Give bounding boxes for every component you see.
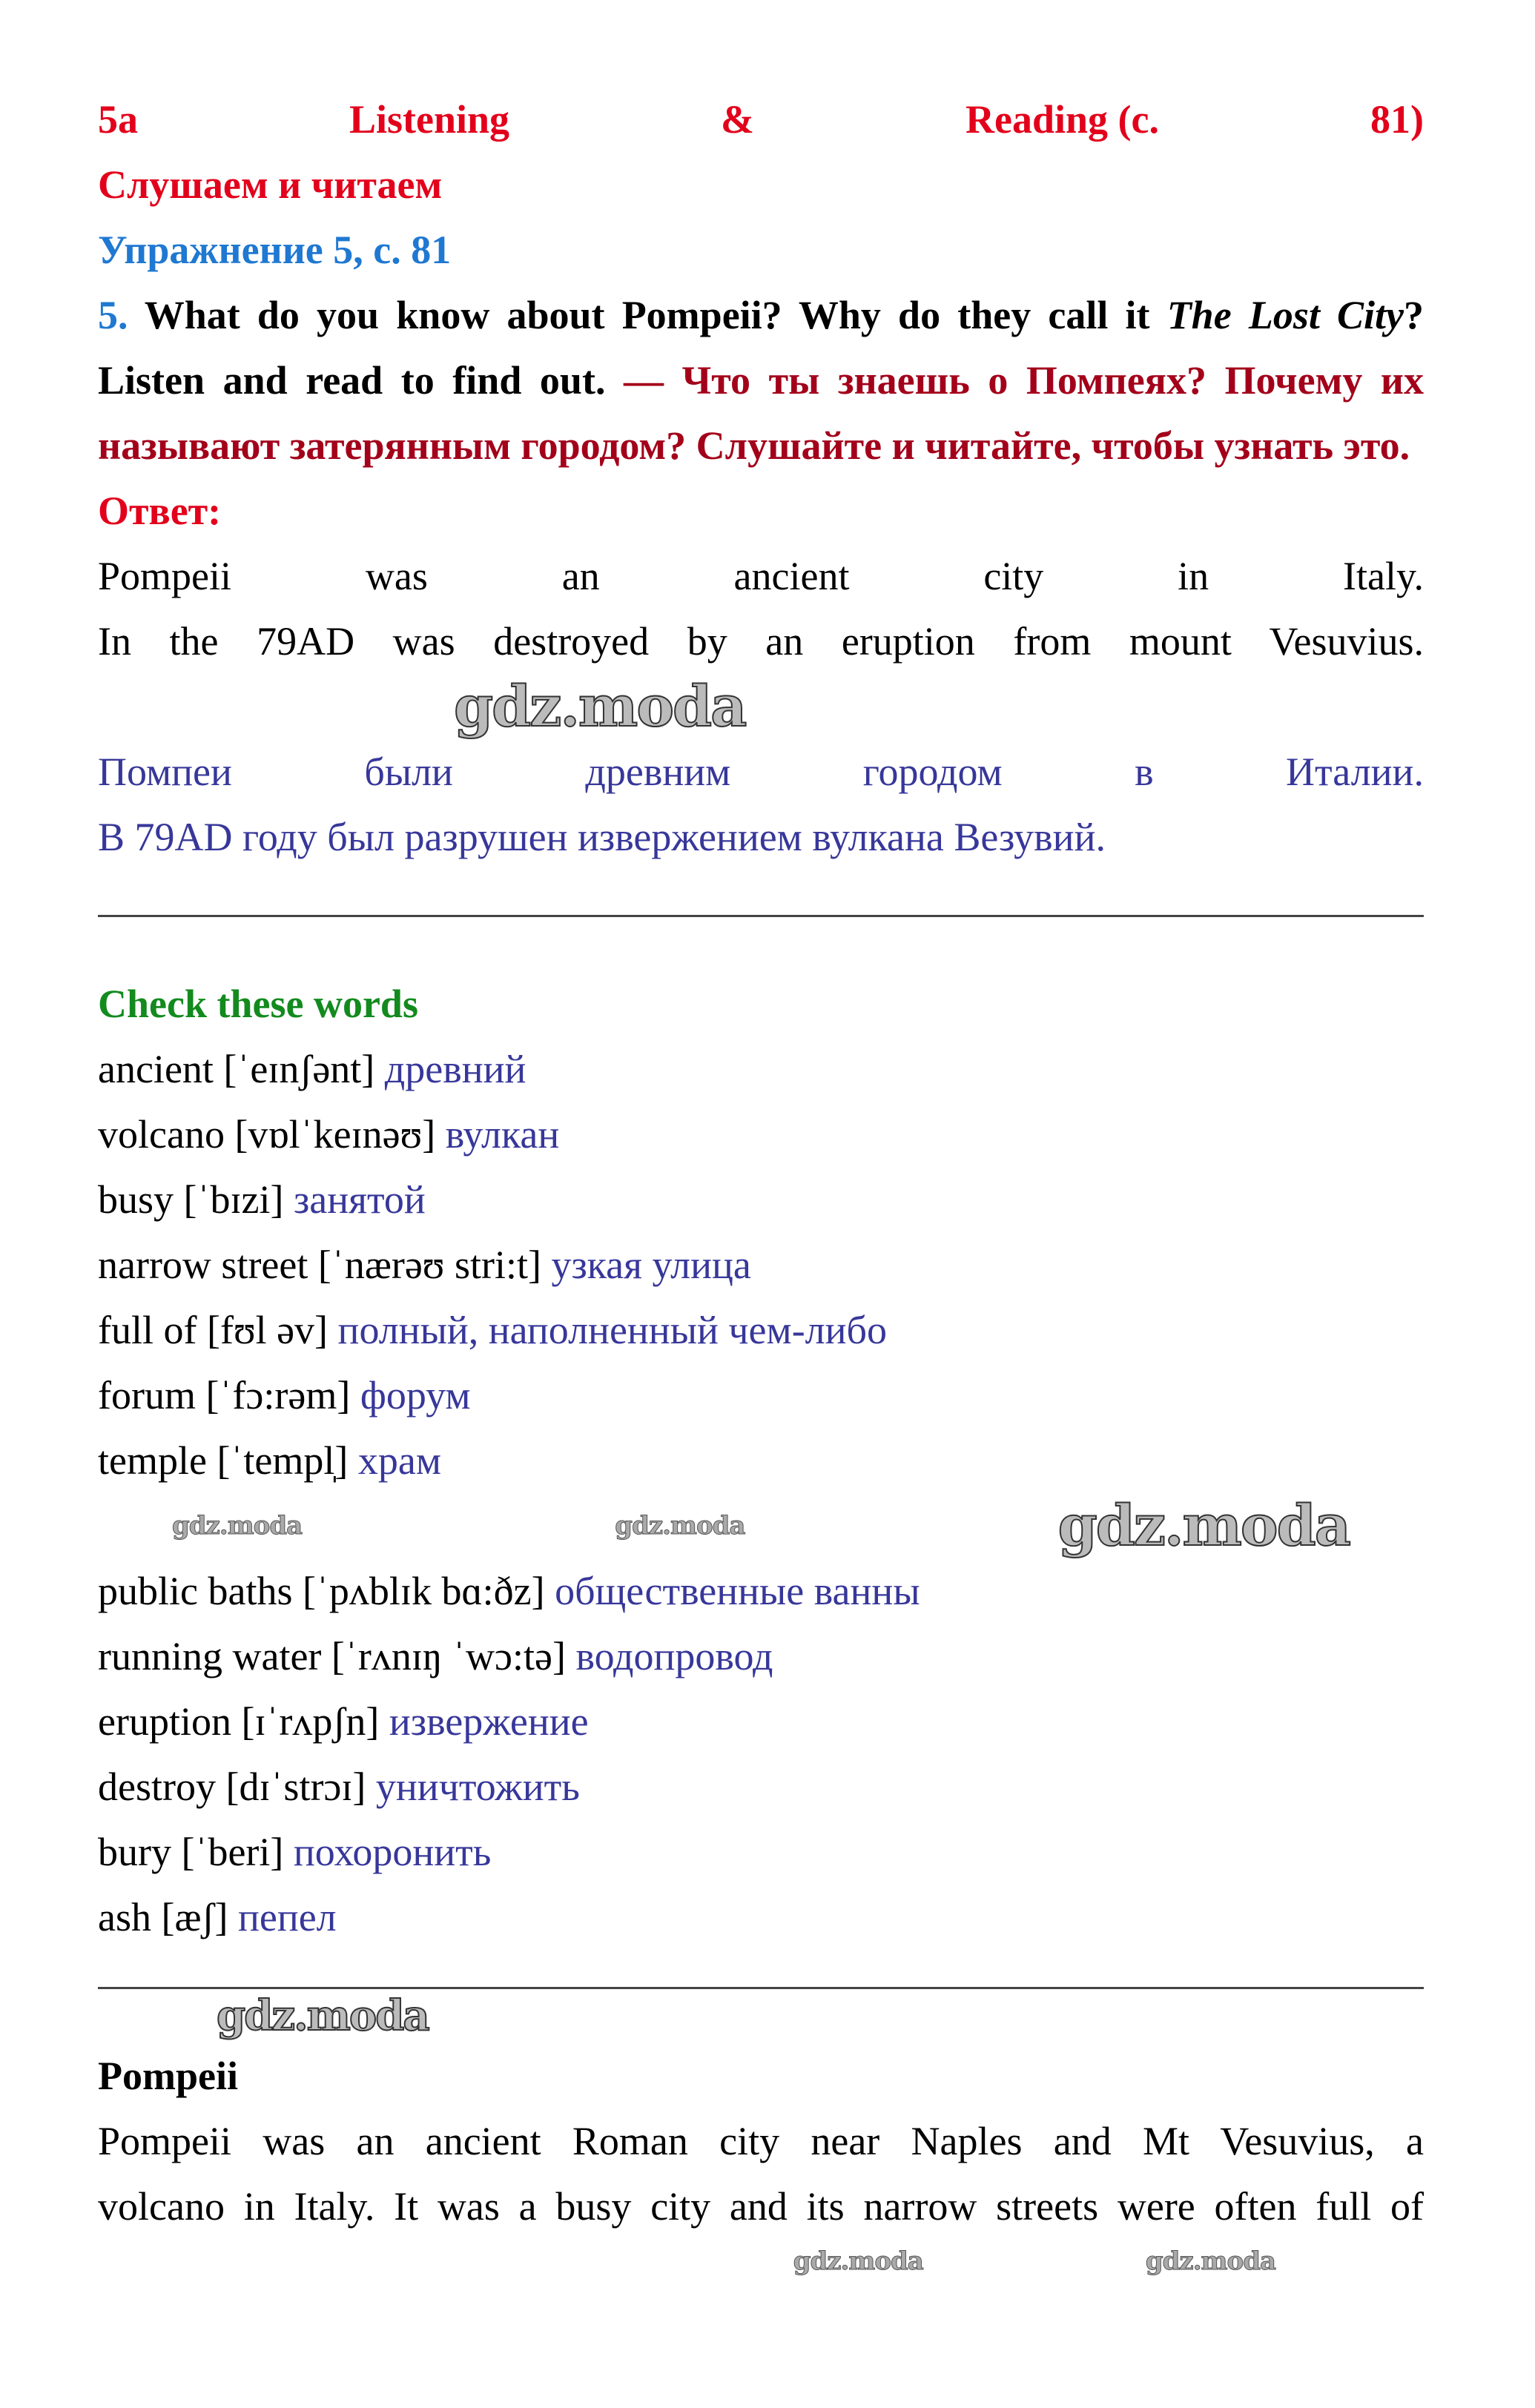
vocab-ipa: [ˈbɪzi] (183, 1177, 284, 1222)
lesson-header (98, 87, 1424, 152)
vocab-word: busy (98, 1177, 174, 1222)
vocab-item (98, 1885, 1424, 1950)
vocab-word: narrow street (98, 1243, 308, 1287)
task-italic: The Lost City (1166, 293, 1404, 337)
vocab-word: public baths (98, 1569, 293, 1613)
watermark: gdz.moda (793, 2246, 923, 2276)
vocab-item (98, 1819, 1424, 1885)
word: in (1178, 554, 1209, 598)
watermark: gdz.moda (615, 1511, 745, 1541)
task-en: ? Listen and read to find out. (98, 293, 1424, 403)
header-page: 81) (1370, 97, 1424, 142)
vocab-ipa: [æʃ] (161, 1895, 228, 1939)
vocab-ipa: [ˈtempl̩] (217, 1438, 349, 1483)
word: an (561, 554, 600, 598)
task-dash: — (605, 358, 664, 403)
vocab-item (98, 1297, 1424, 1363)
vocab-word: temple (98, 1438, 207, 1483)
lesson-subtitle: Слушаем и читаем (98, 162, 443, 207)
watermark-row (98, 674, 1424, 739)
answer-ru-line2: В 79AD году был разрушен извержением вулкана Везувий. (98, 815, 1106, 859)
vocab-ipa: [ˈfɔ:rəm] (205, 1373, 351, 1418)
word: Pompeii (98, 554, 232, 598)
task-text (98, 282, 1424, 478)
answer-label: Ответ: (98, 489, 222, 533)
word: Italy. (1343, 554, 1424, 598)
vocab-word: ancient (98, 1047, 214, 1091)
word: городом (862, 750, 1003, 794)
answer-en-line1 (98, 543, 1424, 609)
vocab-ru: полный, наполненный чем-либо (337, 1308, 887, 1352)
vocab-ru: уничтожить (375, 1764, 580, 1809)
vocab-ipa: [ˈeɪnʃənt] (223, 1047, 375, 1091)
vocab-list-1 (98, 1036, 1424, 1493)
vocab-ru: пепел (237, 1895, 337, 1939)
vocab-item (98, 1689, 1424, 1754)
watermark-row (98, 2239, 1424, 2283)
vocab-ipa: [fʊl əv] (206, 1308, 329, 1352)
vocab-item (98, 1167, 1424, 1232)
vocab-word: ash (98, 1895, 151, 1939)
word: Помпеи (98, 750, 232, 794)
answer-en-line2: In the 79AD was destroyed by an eruption from mount Vesuvius. (98, 619, 1424, 664)
vocab-ipa: [dɪˈstrɔɪ] (225, 1764, 366, 1809)
vocab-item (98, 1102, 1424, 1167)
exercise-title: Упражнение 5, с. 81 (98, 228, 452, 272)
vocab-ipa: [ˈnærəʊ stri:t] (317, 1243, 541, 1287)
vocab-ru: вулкан (445, 1112, 560, 1157)
watermark: gdz.moda (172, 1511, 303, 1541)
word: city (983, 554, 1044, 598)
watermark: gdz.moda (454, 674, 746, 739)
vocab-ru: извержение (389, 1699, 589, 1744)
word: ancient (733, 554, 850, 598)
vocab-ru: водопровод (575, 1634, 773, 1678)
vocab-word: full of (98, 1308, 197, 1352)
task-en: What do you know about Pompeii? Why do they call it (144, 293, 1150, 337)
vocab-ipa: [ˈpʌblɪk bɑ:ðz] (302, 1569, 545, 1613)
watermark: gdz.moda (1057, 1493, 1350, 1558)
vocab-item (98, 1624, 1424, 1689)
answer-ru-line1 (98, 739, 1424, 804)
vocab-ru: форум (360, 1373, 471, 1418)
vocab-item (98, 1428, 1424, 1493)
vocab-ru: храм (357, 1438, 442, 1483)
reading-line: Pompeii was an ancient Roman city near Naples and Mt Vesuvius, a (98, 2119, 1424, 2163)
vocab-ipa: [ɪˈrʌpʃn] (241, 1699, 380, 1744)
vocab-ipa: [ˈrʌnɪŋ ˈwɔ:tə] (331, 1634, 566, 1678)
vocab-item (98, 1754, 1424, 1819)
vocab-ru: узкая улица (551, 1243, 751, 1287)
vocab-item (98, 1558, 1424, 1624)
word: в (1135, 750, 1154, 794)
vocab-word: running water (98, 1634, 322, 1678)
vocab-ru: занятой (293, 1177, 426, 1222)
vocab-word: forum (98, 1373, 196, 1418)
watermark: gdz.moda (217, 1991, 429, 2040)
vocab-ru: древний (384, 1047, 526, 1091)
vocab-item (98, 1363, 1424, 1428)
vocab-ru: общественные ванны (555, 1569, 920, 1613)
watermark: gdz.moda (1145, 2246, 1275, 2276)
vocab-word: bury (98, 1830, 171, 1874)
vocab-word: destroy (98, 1764, 216, 1809)
header-word: & (721, 97, 755, 142)
header-word: Reading (c. (965, 97, 1159, 142)
vocab-title: Check these words (98, 982, 418, 1026)
word: были (364, 750, 453, 794)
vocab-list-2 (98, 1558, 1424, 1950)
task-ru: Что ты знаешь о Помпеях? Почему их называют затерянным городом? Слушайте и читайте, чтобы узнать это. (98, 358, 1425, 468)
vocab-word: volcano (98, 1112, 225, 1157)
task-number: 5. (98, 293, 128, 337)
vocab-ipa: [ˈberi] (181, 1830, 284, 1874)
reading-line: volcano in Italy. It was a busy city and its narrow streets were often full of (98, 2184, 1424, 2229)
vocab-ru: похоронить (293, 1830, 492, 1874)
lesson-number: 5a (98, 97, 138, 142)
word: Италии. (1286, 750, 1424, 794)
vocab-item (98, 1036, 1424, 1102)
vocab-ipa: [vɒlˈkeɪnəʊ] (234, 1112, 436, 1157)
watermark-row (98, 1989, 1424, 2043)
watermark-row (98, 1493, 1424, 1558)
vocab-item (98, 1232, 1424, 1297)
vocab-word: eruption (98, 1699, 231, 1744)
word: древним (585, 750, 731, 794)
word: was (365, 554, 428, 598)
header-word: Listening (349, 97, 510, 142)
spacer (98, 917, 1424, 971)
reading-title: Pompeii (98, 2054, 238, 2098)
